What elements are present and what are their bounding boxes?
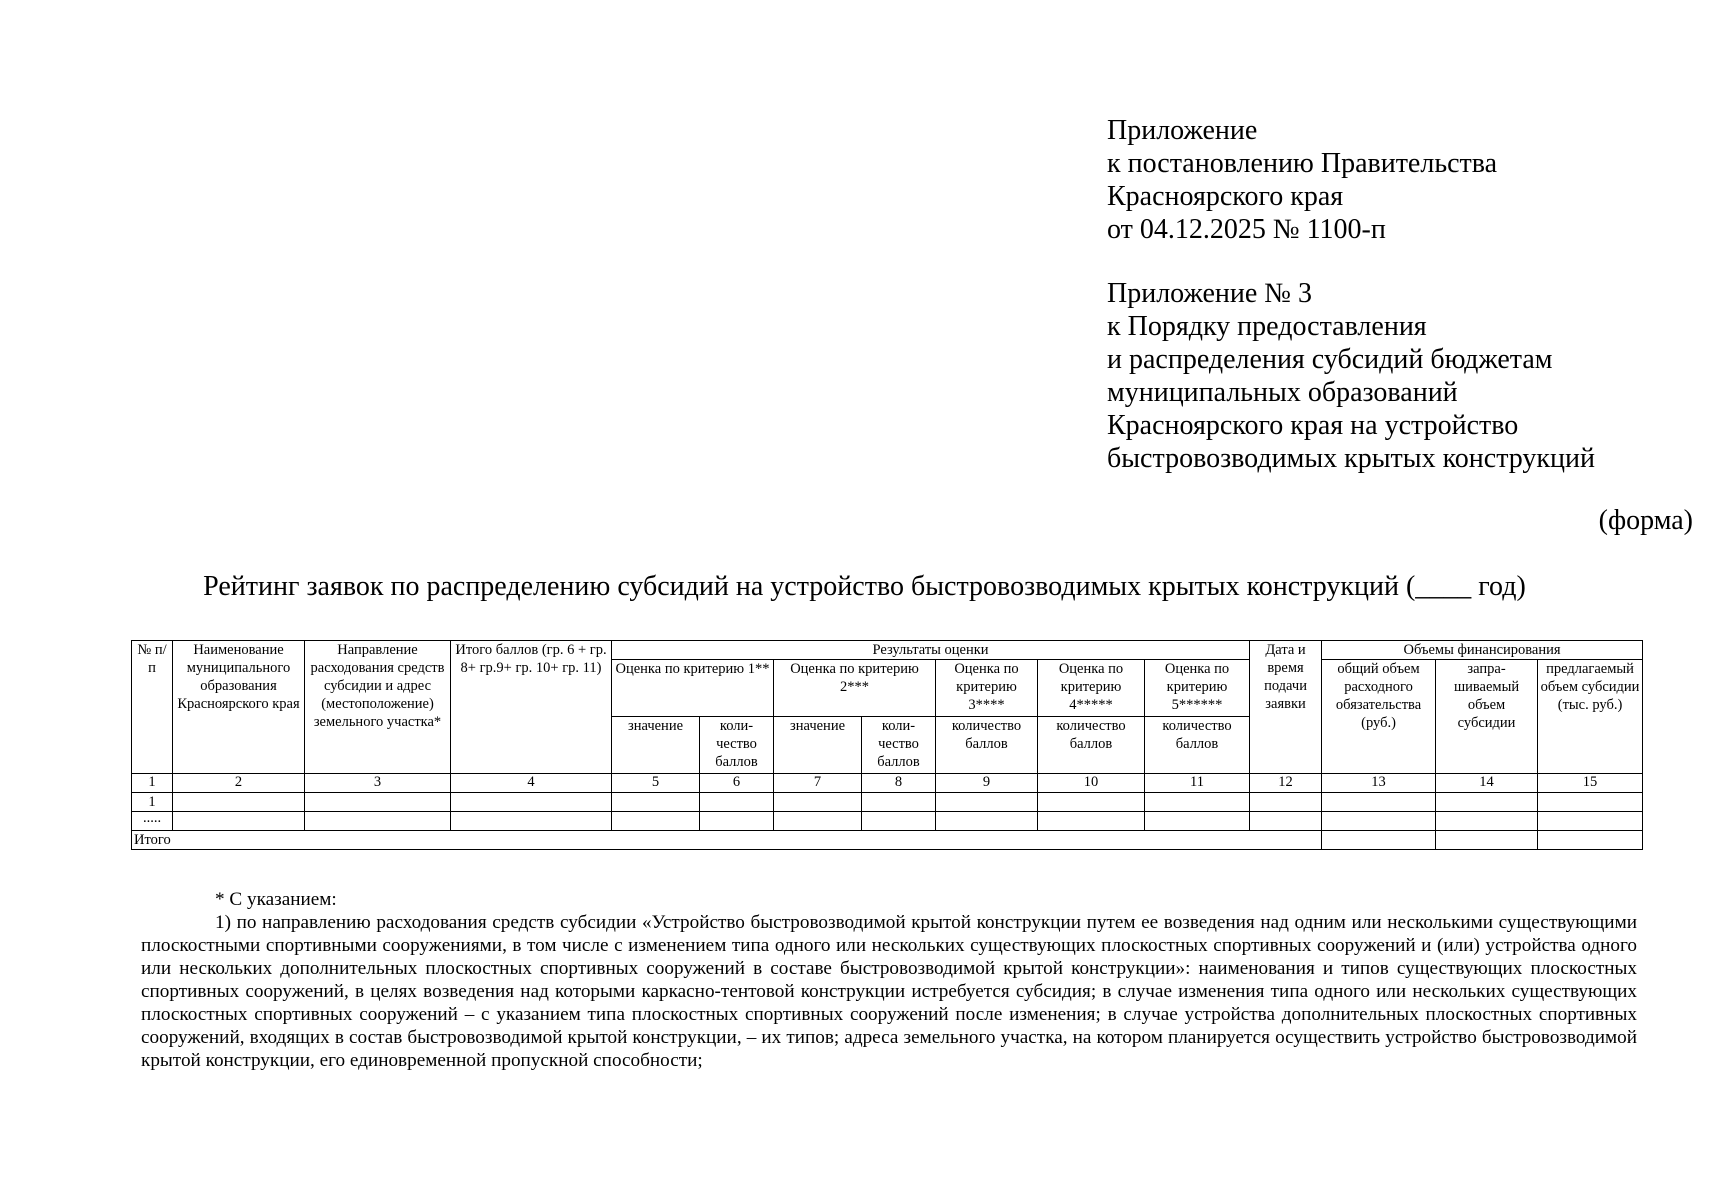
- rating-table: [131, 640, 1643, 850]
- table-cell: [1250, 812, 1322, 831]
- column-number: 5: [612, 774, 700, 793]
- annex-header: [1107, 114, 1595, 475]
- table-cell: [305, 812, 451, 831]
- table-cell: [774, 812, 862, 831]
- form-label: (форма): [1598, 505, 1693, 536]
- sub-points-5: количество баллов: [1145, 717, 1250, 774]
- annex-line: Приложение: [1107, 115, 1258, 146]
- table-cell: [1436, 831, 1538, 850]
- header-date: Дата и время подачи заявки: [1250, 641, 1322, 774]
- header-total-points: Итого баллов (гр. 6 + гр. 8+ гр.9+ гр. 10+ гр. 11): [451, 641, 612, 774]
- table-cell: [1538, 812, 1643, 831]
- table-cell: [1038, 812, 1145, 831]
- column-number: 6: [700, 774, 774, 793]
- sub-points-3: количество баллов: [936, 717, 1038, 774]
- table-cell: [1538, 793, 1643, 812]
- header-municipality: Наименование муниципального образования Красноярского края: [173, 641, 305, 774]
- footnotes: [141, 888, 1637, 1072]
- table-cell: [1436, 793, 1538, 812]
- header-total-obligation: общий объем расходного обязательства (руб.): [1322, 660, 1436, 774]
- column-number: 15: [1538, 774, 1643, 793]
- table-cell: [451, 812, 612, 831]
- sub-value-1: значение: [612, 717, 700, 774]
- column-number: 3: [305, 774, 451, 793]
- footnote-title: * С указанием:: [215, 889, 337, 910]
- table-cell: [936, 812, 1038, 831]
- annex-line: муниципальных образований: [1107, 377, 1458, 408]
- annex-line: Красноярского края на устройство: [1107, 410, 1519, 441]
- column-number: 12: [1250, 774, 1322, 793]
- document-title: [0, 571, 1717, 603]
- header-criterion-1: Оценка по критерию 1**: [612, 660, 774, 717]
- header-direction: Направление расходования средств субсидии и адрес (местоположение) земельного участка*: [305, 641, 451, 774]
- table-cell: [1145, 812, 1250, 831]
- table-row: [132, 812, 1643, 831]
- table-cell: [1436, 812, 1538, 831]
- column-number: 14: [1436, 774, 1538, 793]
- column-number: 9: [936, 774, 1038, 793]
- table-row: [132, 793, 1643, 812]
- column-number: 4: [451, 774, 612, 793]
- column-number: 8: [862, 774, 936, 793]
- table-cell: [700, 793, 774, 812]
- column-number: 2: [173, 774, 305, 793]
- annex-line: и распределения субсидий бюджетам: [1107, 344, 1553, 375]
- column-number: 7: [774, 774, 862, 793]
- total-row: [132, 831, 1643, 850]
- header-results: Результаты оценки: [612, 641, 1250, 660]
- sub-points-4: количество баллов: [1038, 717, 1145, 774]
- table-cell: [1145, 793, 1250, 812]
- header-criterion-4: Оценка по критерию 4*****: [1038, 660, 1145, 717]
- total-label: Итого: [132, 831, 1322, 850]
- table-cell: [1322, 831, 1436, 850]
- table-cell: [305, 793, 451, 812]
- annex-line: быстровозводимых крытых конструкций: [1107, 443, 1595, 474]
- table-cell: [700, 812, 774, 831]
- header-criterion-3: Оценка по критерию 3****: [936, 660, 1038, 717]
- column-number: 1: [132, 774, 173, 793]
- table-cell: [1322, 812, 1436, 831]
- row-number: 1: [132, 793, 173, 812]
- document-title-text: Рейтинг заявок по распределению субсидий на устройство быстровозводимых крытых конструкций (____ год): [203, 571, 1526, 602]
- table-cell: [612, 812, 700, 831]
- footnote-item-1: 1) по направлению расходования средств субсидии «Устройство быстровозводимой крытой конструкции путем ее возведения над одним или несколькими существующими плоскостными спортивными сооружениями, в том числе с изменением типа одного или нескольких существующих плоскостных спортивных сооружений и (или) устройства одного или нескольких дополнительных плоскостных спортивных сооружений в составе быстровозводимой крытой конструкции»: наименования и типов существующих плоскостных спортивных сооружений, в целях возведения над которыми каркасно-тентовой конструкции истребуется субсидия; в случае изменения типа одного или нескольких существующих плоскостных спортивных сооружений – с указанием типа плоскостных спортивных сооружений после изменения; в случае устройства дополнительных плоскостных спортивных сооружений, входящих в состав быстровозводимой крытой конструкции, – их типов; адреса земельного участка, на котором планируется осуществить устройство быстровозводимой крытой конструкции, его единовременной пропускной способности;: [141, 912, 1637, 1071]
- header-criterion-2: Оценка по критерию 2***: [774, 660, 936, 717]
- table-cell: [451, 793, 612, 812]
- annex-line: к Порядку предоставления: [1107, 311, 1427, 342]
- table-cell: [1250, 793, 1322, 812]
- header-criterion-5: Оценка по критерию 5******: [1145, 660, 1250, 717]
- sub-value-2: значение: [774, 717, 862, 774]
- row-number: .....: [132, 812, 173, 831]
- table-cell: [862, 812, 936, 831]
- table-cell: [173, 793, 305, 812]
- header-funding: Объемы финансирования: [1322, 641, 1643, 660]
- table-cell: [936, 793, 1038, 812]
- header-proposed: предлагаемый объем субсидии (тыс. руб.): [1538, 660, 1643, 774]
- table-cell: [1038, 793, 1145, 812]
- table-cell: [1538, 831, 1643, 850]
- table-cell: [173, 812, 305, 831]
- annex-line: Красноярского края: [1107, 181, 1344, 212]
- table-cell: [862, 793, 936, 812]
- table-cell: [774, 793, 862, 812]
- table-cell: [1322, 793, 1436, 812]
- annex-line: от 04.12.2025 № 1100-п: [1107, 214, 1386, 245]
- table-cell: [612, 793, 700, 812]
- annex-line: Приложение № 3: [1107, 278, 1312, 309]
- annex-line: к постановлению Правительства: [1107, 148, 1498, 179]
- sub-points-1: коли- чество баллов: [700, 717, 774, 774]
- header-requested: запра- шиваемый объем субсидии: [1436, 660, 1538, 774]
- sub-points-2: коли- чество баллов: [862, 717, 936, 774]
- header-number: № п/п: [132, 641, 173, 774]
- column-number: 10: [1038, 774, 1145, 793]
- column-number: 11: [1145, 774, 1250, 793]
- column-number: 13: [1322, 774, 1436, 793]
